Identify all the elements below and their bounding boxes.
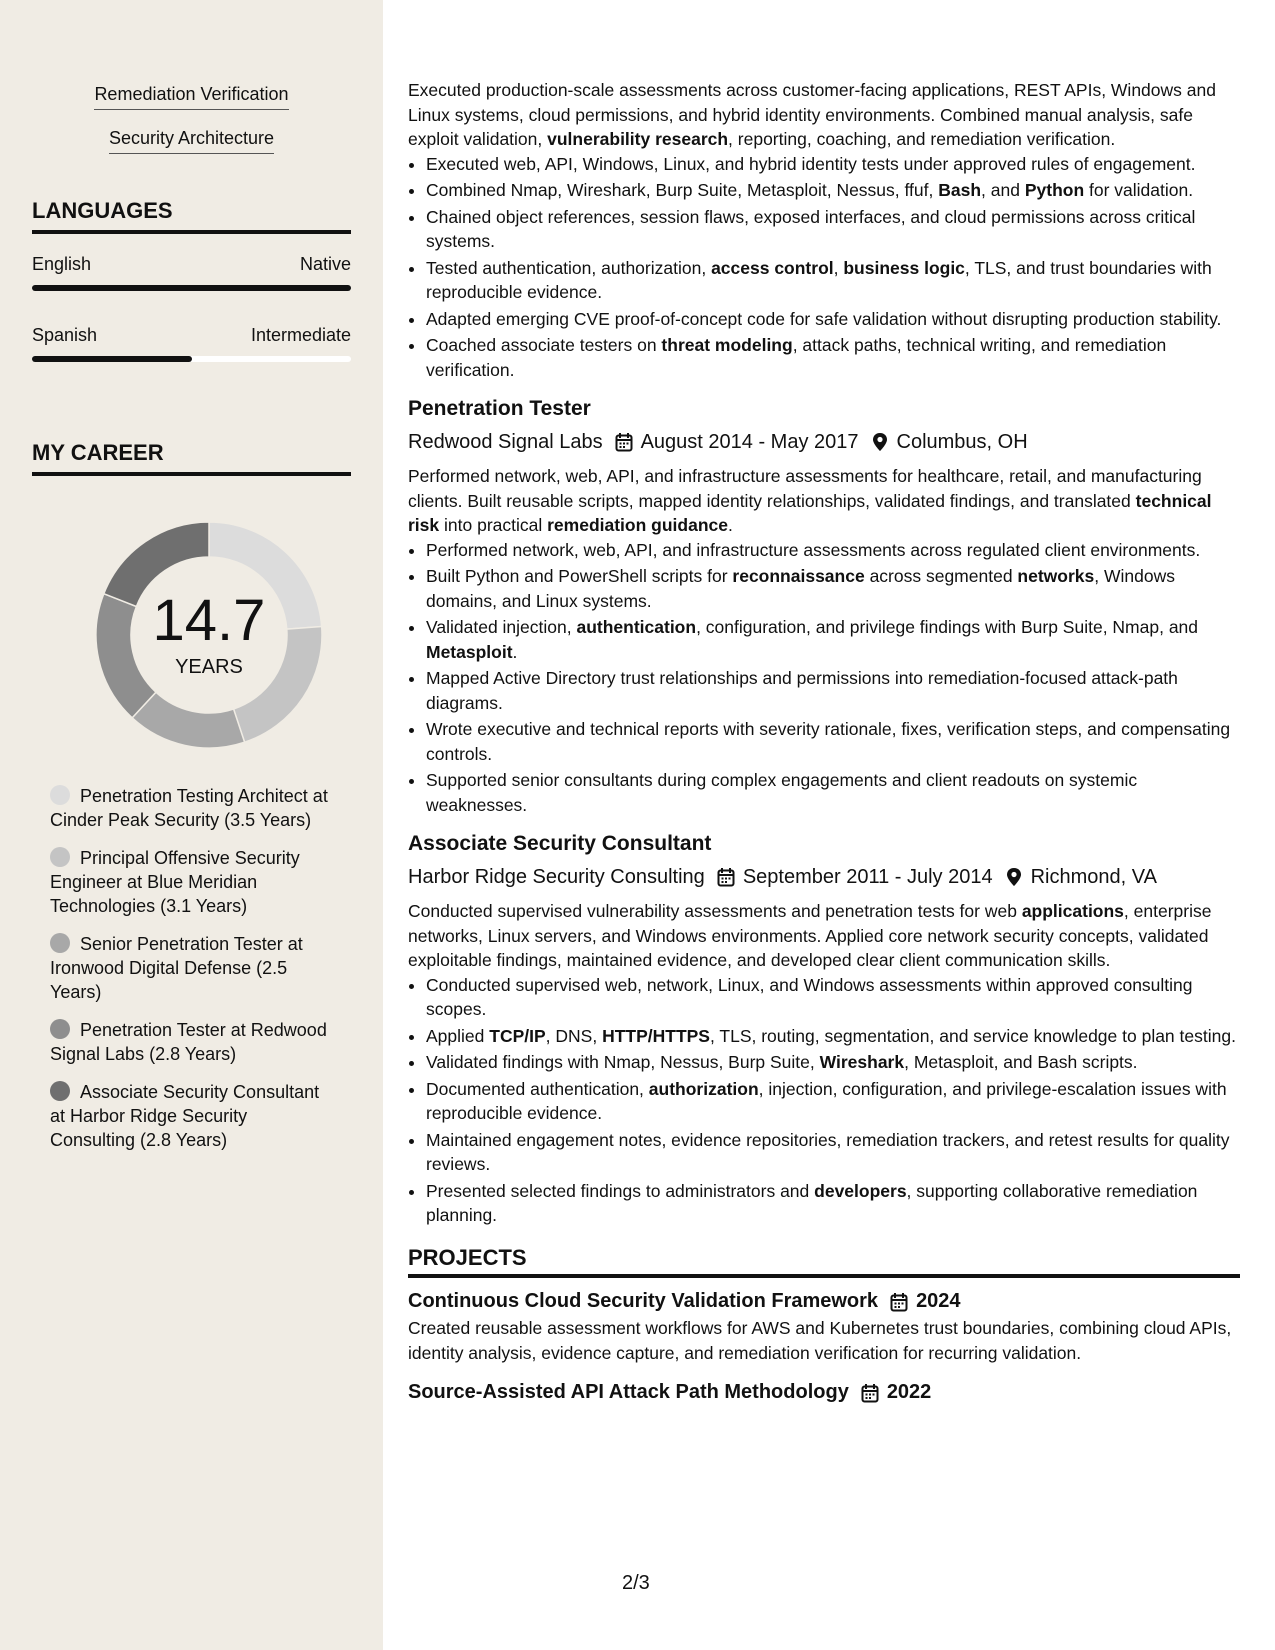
career-total-years: 14.7 <box>152 588 266 653</box>
text-run: , Metasploit, and Bash scripts. <box>904 1052 1138 1072</box>
text-run: , supporting collaborative remediation planning. <box>426 1180 1198 1225</box>
text-run: Coached associate testers on <box>426 335 662 355</box>
bold-keyword: Bash <box>938 180 982 200</box>
role-bullets <box>408 152 1240 383</box>
bullet-item <box>426 1077 1240 1126</box>
bullet-item <box>426 1179 1240 1228</box>
text-run: Tested authentication, authorization, <box>426 257 712 278</box>
language-row <box>32 254 351 275</box>
legend-dot <box>50 847 70 867</box>
language-level: Native <box>299 254 351 274</box>
text-run: , configuration, and privilege findings with Burp Suite, Nmap, and <box>696 617 1199 637</box>
language-name: Spanish <box>32 325 98 345</box>
language-proficiency-bar <box>32 285 351 291</box>
bold-keyword: threat modeling <box>661 335 793 355</box>
bold-keyword: Python <box>1024 180 1085 200</box>
bold-keyword: remediation guidance <box>547 515 728 535</box>
career-legend-item <box>50 932 332 1004</box>
text-run: Maintained engagement notes, evidence repositories, remediation trackers, and retest results for quality reviews. <box>426 1129 1230 1174</box>
text-run: Conducted supervised vulnerability assessments and penetration tests for web <box>408 901 1022 921</box>
project-title-row <box>408 1286 1240 1316</box>
text-run: Validated injection, <box>426 617 577 637</box>
bold-keyword: Metasploit <box>426 641 513 662</box>
text-run: , and <box>981 180 1025 200</box>
bold-keyword: TCP/IP <box>489 1025 546 1046</box>
map-pin-icon <box>871 432 889 452</box>
projects-heading: PROJECTS <box>408 1246 1240 1279</box>
languages-heading: LANGUAGES <box>32 198 351 234</box>
bullet-item <box>426 178 1240 203</box>
bullet-item <box>426 615 1240 664</box>
job-summary <box>408 899 1240 973</box>
career-legend-text: Penetration Tester at Redwood Signal Labs (2.8 Years) <box>50 1020 327 1064</box>
language-proficiency-fill <box>32 356 192 362</box>
text-run: . <box>512 641 518 662</box>
bold-keyword: reconnaissance <box>732 566 865 586</box>
job-title: Associate Security Consultant <box>408 832 712 855</box>
text-run: , attack paths, technical writing, and remediation verification. <box>426 335 1167 380</box>
text-run: Supported senior consultants during complex engagements and client readouts on systemic weaknesses. <box>426 770 1138 815</box>
bullet-item <box>426 1128 1240 1177</box>
career-legend-item <box>50 1018 332 1066</box>
languages-list <box>32 254 351 362</box>
bullet-item <box>426 717 1240 766</box>
bullet-item <box>426 538 1240 563</box>
career-legend-text: Associate Security Consultant at Harbor Ridge Security Consulting (2.8 Years) <box>50 1082 320 1150</box>
language-row <box>32 325 351 346</box>
project-title: Continuous Cloud Security Validation Framework <box>408 1290 879 1312</box>
project-year: 2022 <box>886 1381 932 1403</box>
text-run: Performed network, web, API, and infrastructure assessments for healthcare, retail, and manufacturing clients. Built reusable scripts, mapped identity relationships, validated findings, and translated <box>408 466 1202 511</box>
career-legend-text: Principal Offensive Security Engineer at Blue Meridian Technologies (3.1 Years) <box>50 848 300 916</box>
bold-keyword: developers <box>814 1180 907 1201</box>
skill-tag: Security Architecture <box>109 128 274 154</box>
job-location: Columbus, OH <box>896 431 1028 453</box>
bold-keyword: applications <box>1021 901 1124 921</box>
career-total-unit: YEARS <box>175 656 243 678</box>
bold-keyword: business logic <box>843 257 965 278</box>
text-run: Built Python and PowerShell scripts for <box>426 566 733 586</box>
text-run: Conducted supervised web, network, Linux, and Windows assessments within approved consulting scopes. <box>426 974 1193 1019</box>
project-title: Source-Assisted API Attack Path Methodology <box>408 1381 849 1403</box>
page-number: 2/3 <box>622 1572 650 1594</box>
text-run: , injection, configuration, and privilege-escalation issues with reproducible evidence. <box>426 1078 1227 1123</box>
legend-dot <box>50 785 70 805</box>
project-description: Created reusable assessment workflows for AWS and Kubernetes trust boundaries, combining cloud APIs, identity analysis, evidence capture, and remediation verification for recurring validation. <box>408 1318 1232 1363</box>
project-year: 2024 <box>916 1290 961 1312</box>
bold-keyword: networks <box>1017 566 1095 586</box>
bullet-item <box>426 152 1240 177</box>
text-run: , TLS, routing, segmentation, and service knowledge to plan testing. <box>709 1025 1236 1046</box>
job-bullets <box>408 973 1240 1228</box>
calendar-icon <box>717 867 735 887</box>
bullet-item <box>426 564 1240 613</box>
language-level: Intermediate <box>250 325 351 345</box>
career-legend-text: Penetration Testing Architect at Cinder Peak Security (3.5 Years) <box>50 786 328 830</box>
text-run: Combined Nmap, Wireshark, Burp Suite, Metasploit, Nessus, ffuf, <box>426 180 939 200</box>
bold-keyword: technical risk <box>408 490 1212 535</box>
bold-keyword: authentication <box>576 617 697 637</box>
career-donut-center <box>94 520 324 750</box>
sidebar <box>0 0 383 1650</box>
career-donut-chart <box>94 520 324 750</box>
career-legend-item <box>50 1080 332 1152</box>
text-run: , enterprise networks, Linux servers, and Windows environments. Applied core network security concepts, validated exploitable findings, maintained evidence, and developed clear client communication skills. <box>408 901 1212 970</box>
job-company: Harbor Ridge Security Consulting <box>408 866 705 888</box>
bold-keyword: authorization <box>648 1078 759 1099</box>
text-run: , DNS, <box>545 1025 603 1046</box>
text-run: , TLS, and trust boundaries with reproducible evidence. <box>426 257 1212 302</box>
text-run: Chained object references, session flaws, exposed interfaces, and cloud permissions across critical systems. <box>426 206 1196 251</box>
text-run: Presented selected findings to administrators and <box>426 1180 815 1201</box>
calendar-icon <box>890 1291 908 1311</box>
legend-dot <box>50 933 70 953</box>
bullet-item <box>426 307 1240 332</box>
text-run: , <box>833 257 844 278</box>
career-legend-item <box>50 784 332 832</box>
job-meta <box>408 863 1240 891</box>
bullet-item <box>426 1050 1240 1075</box>
text-run: across segmented <box>864 566 1018 586</box>
job-title: Penetration Tester <box>408 397 591 420</box>
text-run: Executed web, API, Windows, Linux, and hybrid identity tests under approved rules of engagement. <box>426 153 1196 174</box>
career-legend-text: Senior Penetration Tester at Ironwood Digital Defense (2.5 Years) <box>50 934 303 1002</box>
text-run: Adapted emerging CVE proof-of-concept code for safe validation without disrupting production stability. <box>426 308 1222 329</box>
job-dates: September 2011 - July 2014 <box>742 866 993 888</box>
bold-keyword: Wireshark <box>819 1052 905 1072</box>
legend-dot <box>50 1081 70 1101</box>
job-summary <box>408 464 1240 538</box>
career-legend-item <box>50 846 332 918</box>
job-meta <box>408 428 1240 456</box>
map-pin-icon <box>1005 867 1023 887</box>
bold-keyword: access control <box>711 257 834 278</box>
text-run: Applied <box>426 1025 490 1046</box>
job-location: Richmond, VA <box>1030 866 1157 888</box>
text-run: for validation. <box>1084 180 1194 200</box>
job-dates: August 2014 - May 2017 <box>640 431 859 453</box>
text-run: Performed network, web, API, and infrastructure assessments across regulated client environments. <box>426 539 1201 560</box>
language-name: English <box>32 254 92 274</box>
project-title-row <box>408 1377 1240 1407</box>
text-run: Validated findings with Nmap, Nessus, Burp Suite, <box>426 1052 820 1072</box>
bullet-item <box>426 973 1240 1022</box>
career-legend <box>32 784 351 1152</box>
job-bullets <box>408 538 1240 818</box>
bullet-item <box>426 1024 1240 1049</box>
bullet-item <box>426 205 1240 254</box>
bold-keyword: vulnerability research <box>547 129 729 149</box>
text-run: Wrote executive and technical reports with severity rationale, fixes, verification steps, and compensating controls. <box>426 719 1231 764</box>
job-company: Redwood Signal Labs <box>408 431 603 453</box>
skill-tag: Remediation Verification <box>94 84 288 110</box>
language-proficiency-bar <box>32 356 351 362</box>
text-run: . <box>727 515 733 535</box>
text-run: , Windows domains, and Linux systems. <box>426 566 1175 611</box>
text-run: Documented authentication, <box>426 1078 649 1099</box>
text-run: Executed production-scale assessments across customer-facing applications, REST APIs, Windows and Linux systems, cloud permissions, and hybrid identity environments. Combined manual analysis, safe exploit validation, <box>408 80 1216 149</box>
calendar-icon <box>615 432 633 452</box>
text-run: Mapped Active Directory trust relationships and permissions into remediation-focused attack-path diagrams. <box>426 668 1178 713</box>
language-proficiency-fill <box>32 285 351 291</box>
bullet-item <box>426 666 1240 715</box>
legend-dot <box>50 1019 70 1039</box>
text-run: , reporting, coaching, and remediation verification. <box>728 129 1116 149</box>
bullet-item <box>426 333 1240 382</box>
bullet-item <box>426 256 1240 305</box>
text-run: into practical <box>439 515 548 535</box>
main-content <box>408 78 1240 1407</box>
career-heading: MY CAREER <box>32 440 351 476</box>
bold-keyword: HTTP/HTTPS <box>602 1025 710 1046</box>
calendar-icon <box>861 1382 879 1402</box>
role-summary <box>408 78 1240 152</box>
bullet-item <box>426 768 1240 817</box>
